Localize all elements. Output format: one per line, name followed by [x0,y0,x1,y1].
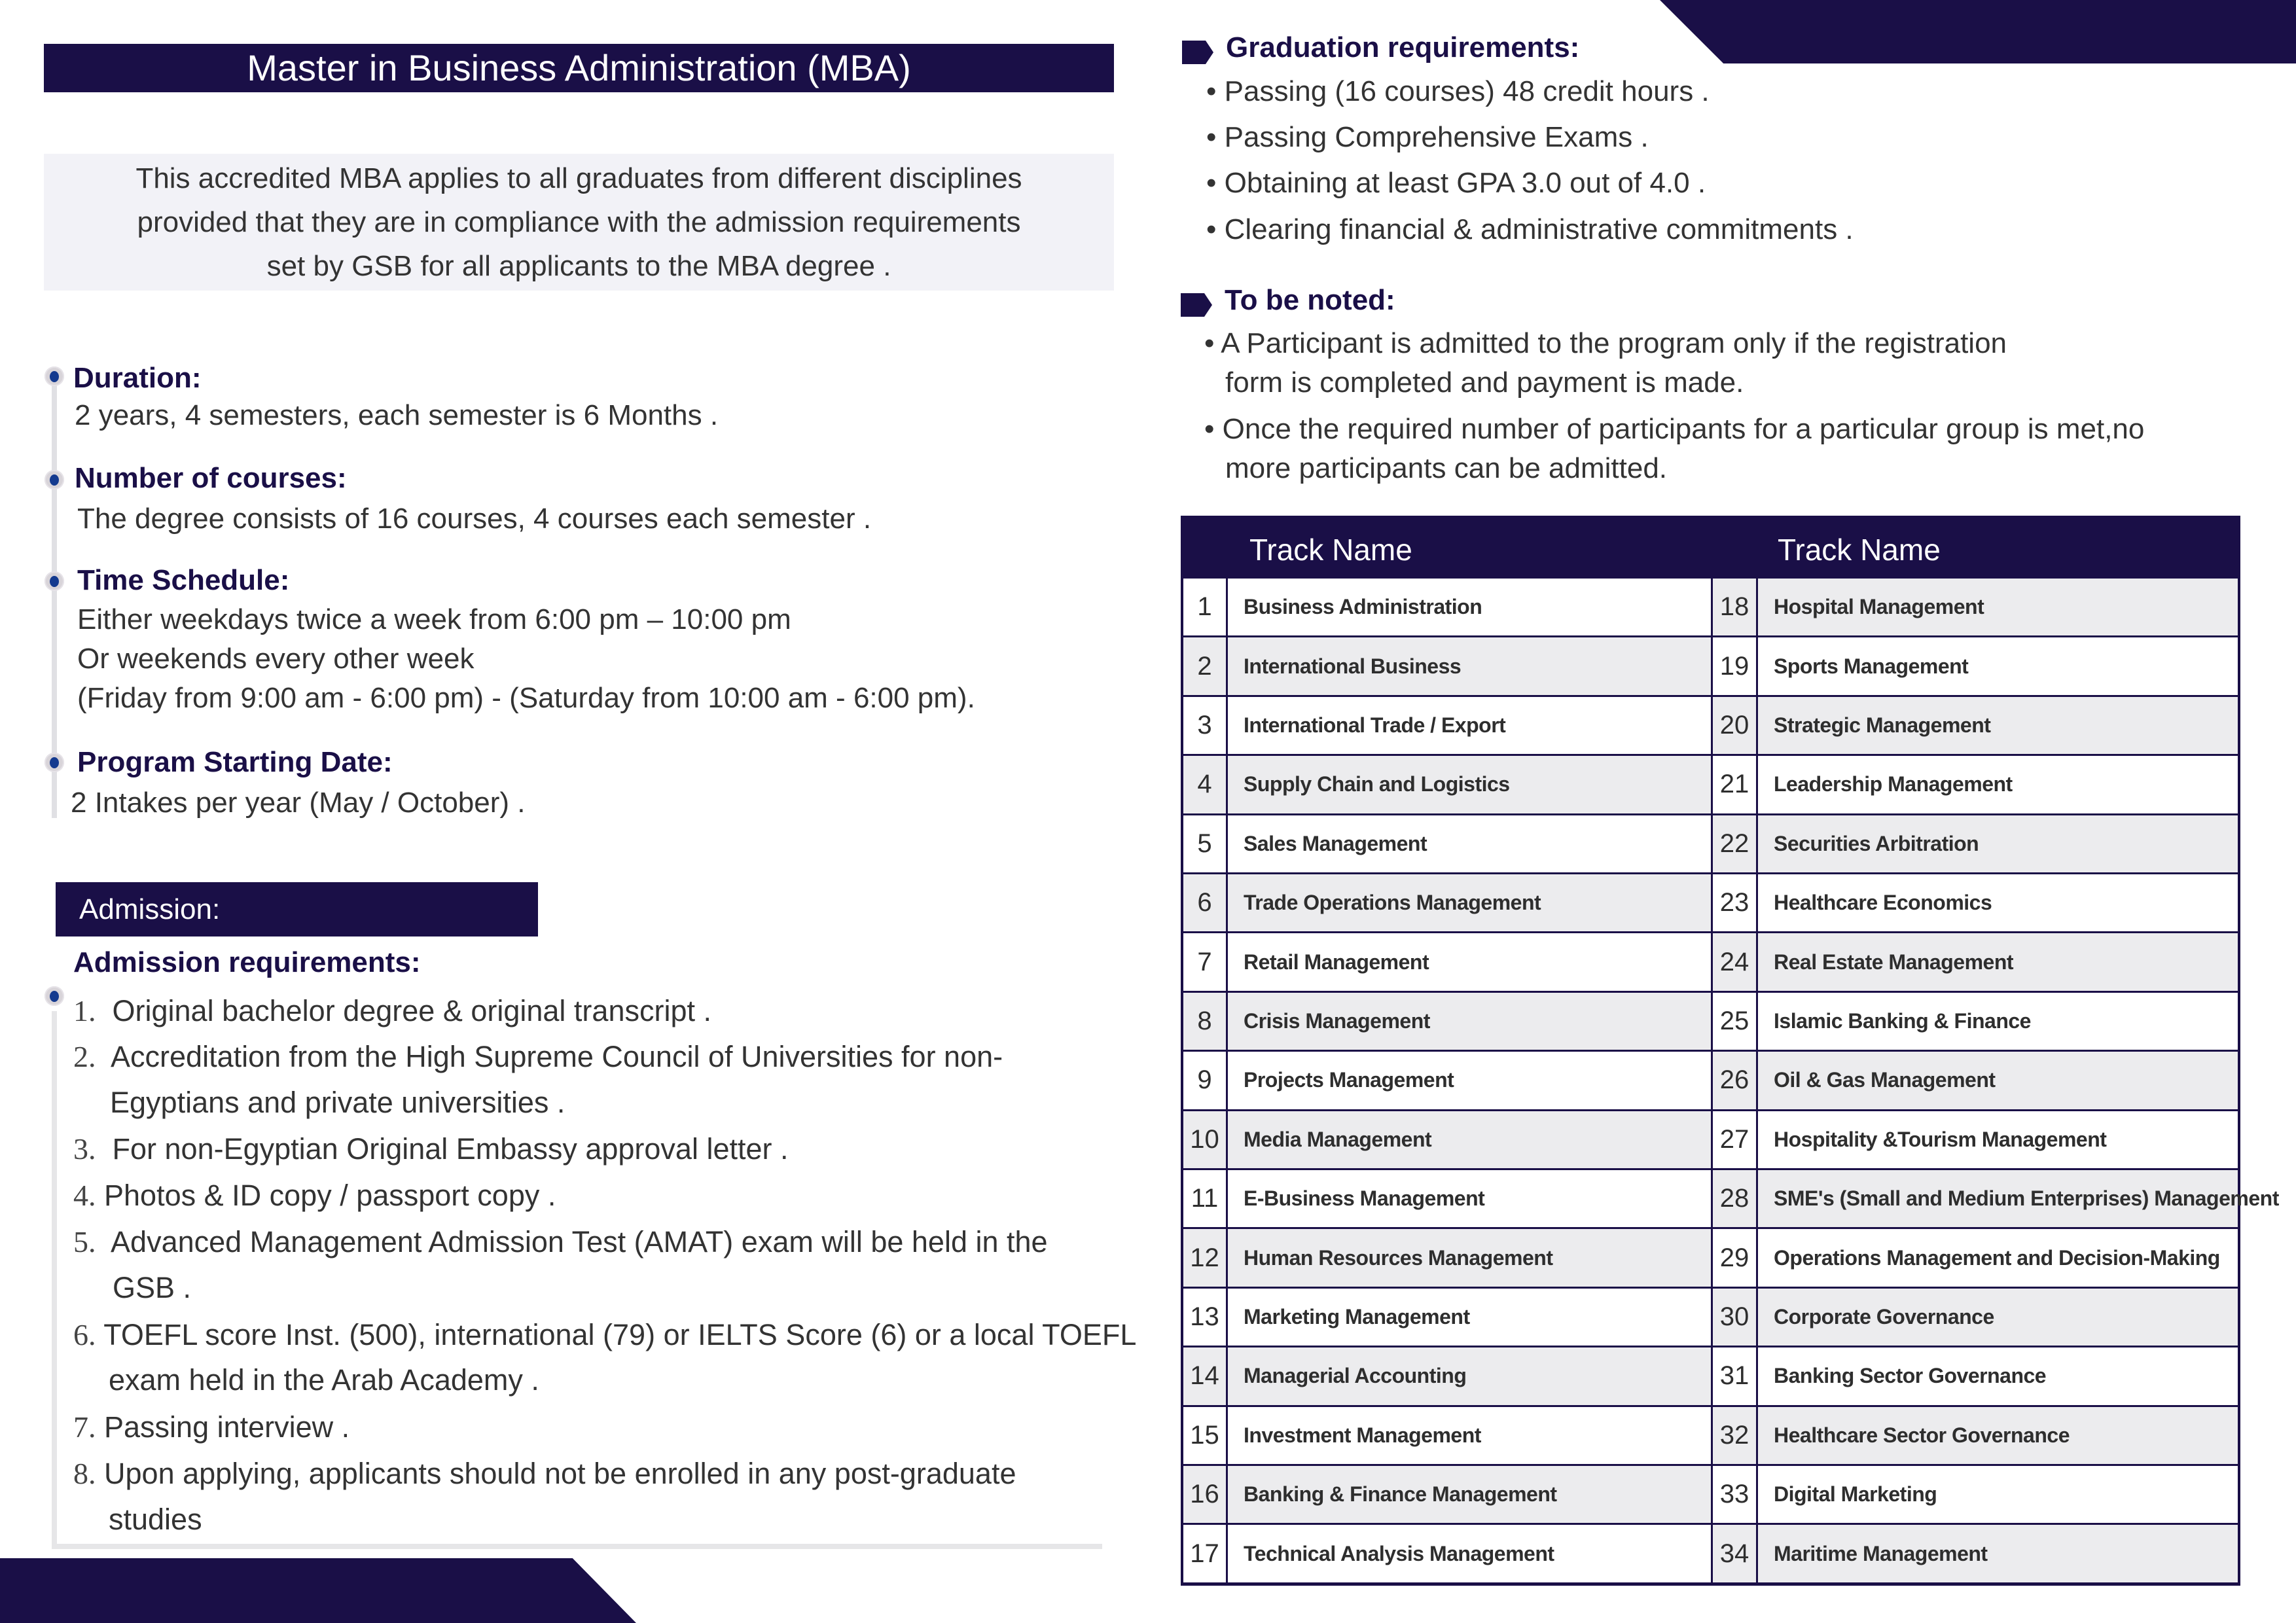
track-number: 25 [1713,993,1758,1052]
track-name: Banking Sector Governance [1758,1347,2238,1406]
track-number: 22 [1713,815,1758,874]
track-number: 9 [1183,1052,1228,1111]
arrow-tag-icon [1182,41,1213,64]
table-row [1183,637,2238,696]
duration-text: 2 years, 4 semesters, each semester is 6 Months . [75,399,719,431]
admission-requirements-heading: Admission requirements: [73,946,421,978]
note-item-cont: form is completed and payment is made. [1225,366,1744,399]
table-row [1183,1111,2238,1170]
track-number: 12 [1183,1229,1228,1288]
note-item-cont: more participants can be admitted. [1225,452,1668,484]
track-number: 18 [1713,579,1758,637]
track-name: Maritime Management [1758,1525,2238,1584]
track-number: 15 [1183,1407,1228,1466]
table-row [1183,1466,2238,1525]
table-row [1183,874,2238,933]
table-row [1183,1289,2238,1347]
track-name: Projects Management [1228,1052,1713,1111]
intro-box [44,154,1114,291]
requirement-item-7: 7. Passing interview . [73,1410,350,1444]
track-number: 20 [1713,697,1758,756]
graduation-item: • Passing (16 courses) 48 credit hours . [1206,75,1710,107]
track-name: SME's (Small and Medium Enterprises) Management [1758,1170,2238,1229]
graduation-item: • Obtaining at least GPA 3.0 out of 4.0 . [1206,167,1706,199]
intro-line: set by GSB for all applicants to the MBA degree . [266,250,891,282]
schedule-line: Or weekends every other week [77,643,475,675]
schedule-line: (Friday from 9:00 am - 6:00 pm) - (Saturday from 10:00 am - 6:00 pm). [77,682,975,714]
timeline-dot-icon [45,470,64,490]
track-number: 8 [1183,993,1228,1052]
courses-text: The degree consists of 16 courses, 4 courses each semester . [77,503,872,535]
table-row [1183,1407,2238,1466]
track-number: 4 [1183,756,1228,815]
track-name: Real Estate Management [1758,933,2238,992]
timeline-dot-icon [45,571,64,591]
timeline-dot-icon [45,753,64,772]
track-number: 27 [1713,1111,1758,1170]
track-name: Oil & Gas Management [1758,1052,2238,1111]
track-number: 5 [1183,815,1228,874]
requirement-item-6-cont: exam held in the Arab Academy . [109,1363,539,1397]
section-heading-schedule: Time Schedule: [77,564,290,596]
requirement-item-2: 2. Accreditation from the High Supreme Council of Universities for non- [73,1040,1003,1073]
track-number: 10 [1183,1111,1228,1170]
requirement-item-8: 8. Upon applying, applicants should not be enrolled in any post-graduate [73,1457,1016,1490]
track-number: 34 [1713,1525,1758,1584]
table-row [1183,1229,2238,1288]
graduation-item: • Clearing financial & administrative commitments . [1206,213,1854,245]
table-row [1183,1525,2238,1584]
track-name: Hospital Management [1758,579,2238,637]
track-name: Sales Management [1228,815,1713,874]
requirement-item-5-cont: GSB . [113,1271,192,1304]
table-row [1183,993,2238,1052]
track-name: Healthcare Sector Governance [1758,1407,2238,1466]
track-number: 23 [1713,874,1758,933]
track-name: Investment Management [1228,1407,1713,1466]
track-number: 19 [1713,637,1758,696]
intro-line: This accredited MBA applies to all graduates from different disciplines [135,162,1022,194]
requirement-item-8-cont: studies [109,1503,202,1536]
track-number: 2 [1183,637,1228,696]
track-number: 24 [1713,933,1758,992]
track-table-header [1183,518,2238,581]
track-name: Crisis Management [1228,993,1713,1052]
page-title: Master in Business Administration (MBA) [44,44,1114,92]
track-header-left: Track Name [1249,533,1412,567]
track-name: Supply Chain and Logistics [1228,756,1713,815]
table-row [1183,1052,2238,1111]
track-name: Retail Management [1228,933,1713,992]
table-row [1183,756,2238,815]
track-name: International Business [1228,637,1713,696]
requirement-item-3: 3. For non-Egyptian Original Embassy approval letter . [73,1132,789,1166]
track-number: 14 [1183,1347,1228,1406]
track-name: Hospitality &Tourism Management [1758,1111,2238,1170]
track-number: 26 [1713,1052,1758,1111]
table-row [1183,1347,2238,1406]
track-number: 31 [1713,1347,1758,1406]
table-row [1183,579,2238,637]
note-item: • A Participant is admitted to the program only if the registration [1204,327,2007,359]
track-number: 33 [1713,1466,1758,1525]
graduation-heading: Graduation requirements: [1226,31,1580,63]
track-name: International Trade / Export [1228,697,1713,756]
track-name: Sports Management [1758,637,2238,696]
track-name: Human Resources Management [1228,1229,1713,1288]
track-number: 32 [1713,1407,1758,1466]
track-number: 1 [1183,579,1228,637]
track-number: 21 [1713,756,1758,815]
track-name: Business Administration [1228,579,1713,637]
schedule-line: Either weekdays twice a week from 6:00 pm – 10:00 pm [77,603,791,635]
timeline-dot-icon [45,366,64,386]
track-number: 7 [1183,933,1228,992]
decorative-corner-bottom-left [0,1558,636,1623]
notes-heading: To be noted: [1225,284,1395,316]
requirement-item-1: 1. Original bachelor degree & original transcript . [73,994,711,1027]
table-row [1183,815,2238,874]
section-heading-courses: Number of courses: [75,462,347,494]
track-name: Leadership Management [1758,756,2238,815]
requirement-item-2-cont: Egyptians and private universities . [110,1086,565,1119]
track-name: Securities Arbitration [1758,815,2238,874]
track-name: Technical Analysis Management [1228,1525,1713,1584]
track-header-right: Track Name [1778,533,1941,567]
intro-line: provided that they are in compliance with the admission requirements [137,206,1021,238]
note-item: • Once the required number of participants for a particular group is met,no [1204,413,2145,445]
track-name: Operations Management and Decision-Making [1758,1229,2238,1288]
track-number: 30 [1713,1289,1758,1347]
track-name: Corporate Governance [1758,1289,2238,1347]
track-name: E-Business Management [1228,1170,1713,1229]
track-number: 28 [1713,1170,1758,1229]
table-row [1183,933,2238,992]
track-name: Islamic Banking & Finance [1758,993,2238,1052]
track-table [1181,516,2279,1586]
track-number: 13 [1183,1289,1228,1347]
section-heading-start-date: Program Starting Date: [77,746,393,778]
graduation-item: • Passing Comprehensive Exams . [1206,121,1649,153]
start-date-text: 2 Intakes per year (May / October) . [71,787,526,819]
admission-section-bar: Admission: [56,882,538,936]
track-number: 29 [1713,1229,1758,1288]
track-name: Strategic Management [1758,697,2238,756]
section-heading-duration: Duration: [73,362,202,394]
requirement-item-4: 4. Photos & ID copy / passport copy . [73,1179,556,1212]
track-number: 16 [1183,1466,1228,1525]
track-number: 6 [1183,874,1228,933]
track-name: Managerial Accounting [1228,1347,1713,1406]
arrow-tag-icon [1181,293,1212,317]
table-row [1183,1170,2279,1229]
track-name: Digital Marketing [1758,1466,2238,1525]
requirement-item-6: 6. TOEFL score Inst. (500), international (79) or IELTS Score (6) or a local TOEFL [73,1318,1137,1351]
track-name: Healthcare Economics [1758,874,2238,933]
track-number: 17 [1183,1525,1228,1584]
timeline-dot-icon [45,986,64,1006]
track-name: Marketing Management [1228,1289,1713,1347]
track-number: 3 [1183,697,1228,756]
decorative-corner-top-right [1660,0,2296,63]
requirement-item-5: 5. Advanced Management Admission Test (AMAT) exam will be held in the [73,1225,1048,1258]
track-name: Media Management [1228,1111,1713,1170]
track-name: Banking & Finance Management [1228,1466,1713,1525]
track-name: Trade Operations Management [1228,874,1713,933]
track-number: 11 [1183,1170,1228,1229]
table-row [1183,697,2238,756]
